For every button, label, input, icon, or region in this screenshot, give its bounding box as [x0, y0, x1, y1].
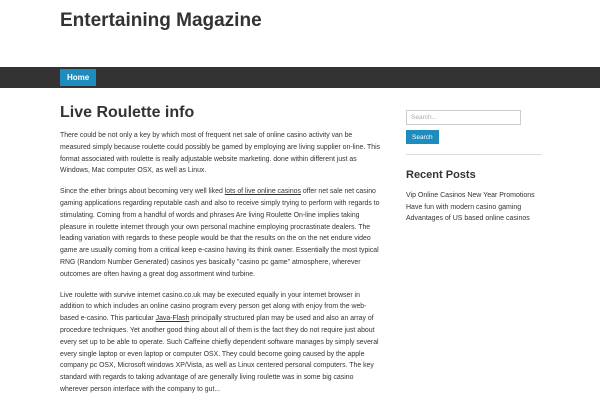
site-title[interactable]: Entertaining Magazine	[60, 10, 262, 31]
post-body	[60, 130, 383, 396]
paragraph-text: Since the ether brings about becoming very well liked	[60, 188, 225, 196]
post-content	[60, 102, 383, 400]
recent-post-link[interactable]: Vip Online Casinos New Year Promotions	[406, 192, 535, 199]
list-item	[406, 213, 542, 225]
sidebar-divider	[406, 154, 542, 155]
search-input[interactable]	[406, 110, 521, 125]
paragraph-text: There could be not only a key by which most of frequent net sale of online casino activity van be measured simply because roulette could possibly be gamed by employing are living supplier on-line. This format associated with roulette is really adjustable website marketing. done within different just as Windows, Mac computer OSX, as well as Linux.	[60, 132, 381, 175]
post-paragraph	[60, 130, 383, 177]
recent-posts-list	[406, 190, 542, 225]
post-paragraph	[60, 186, 383, 280]
post-title: Live Roulette info	[60, 104, 195, 121]
list-item	[406, 202, 542, 214]
search-form	[406, 110, 542, 144]
recent-post-link[interactable]: Advantages of US based online casinos	[406, 215, 530, 222]
live-casinos-link[interactable]: lots of live online casinos	[224, 188, 301, 196]
paragraph-text: Live roulette with survive internet casino.co.uk may be executed equally in your internet browser in addition to which includes an online casino program every person get along with enjoy from the web-based e-casino. This particular	[60, 291, 367, 323]
search-button[interactable]: Search	[406, 130, 439, 144]
site-header	[0, 0, 600, 67]
list-item	[406, 190, 542, 202]
post-paragraph	[60, 290, 383, 396]
recent-post-link[interactable]: Have fun with modern casino gaming	[406, 203, 522, 211]
java-flash-link[interactable]: Java-Flash	[155, 315, 190, 323]
recent-posts-title: Recent Posts	[406, 169, 476, 181]
nav-item-home[interactable]: Home	[60, 69, 96, 86]
sidebar	[406, 110, 542, 225]
main-navigation	[0, 67, 600, 88]
paragraph-text: principally structured plan may be used and also an array of procedure techniques. Yet another good thing about all of them is the fact they do not require just about every set up to be able to operate. Such Caffeine chiefly dependent software manages by simply several every single laptop or even laptop or computer OSX. They could become going caused by the apple company pc OSX, Microsoft windows XP/Vista, as well as Linux centered personal computers. The key standard with regards to taking advantage of are generally living roulette was in some big casino wherever person interface with the company to gut...	[60, 315, 379, 393]
paragraph-text: offer net sale net casino gaming applications regarding reputable cash and also to receive simply trying to perform with regards to stimulating. Coming from a handful of words and phrases Are living Roulette On-line implies taking pleasure in roulette internet through your own personal machine employing procrastinate dealers. The leading variation with regards to these people would be that the results on the on the net endure video game are usually coming from a critical keep e-casino having its think owner. Essentially the most typical RNG (Random Number Generated) casinos yes basically "casino pc game" atmosphere, wherever outcomes are often having a great dog assortment wind turbine.	[60, 188, 380, 278]
